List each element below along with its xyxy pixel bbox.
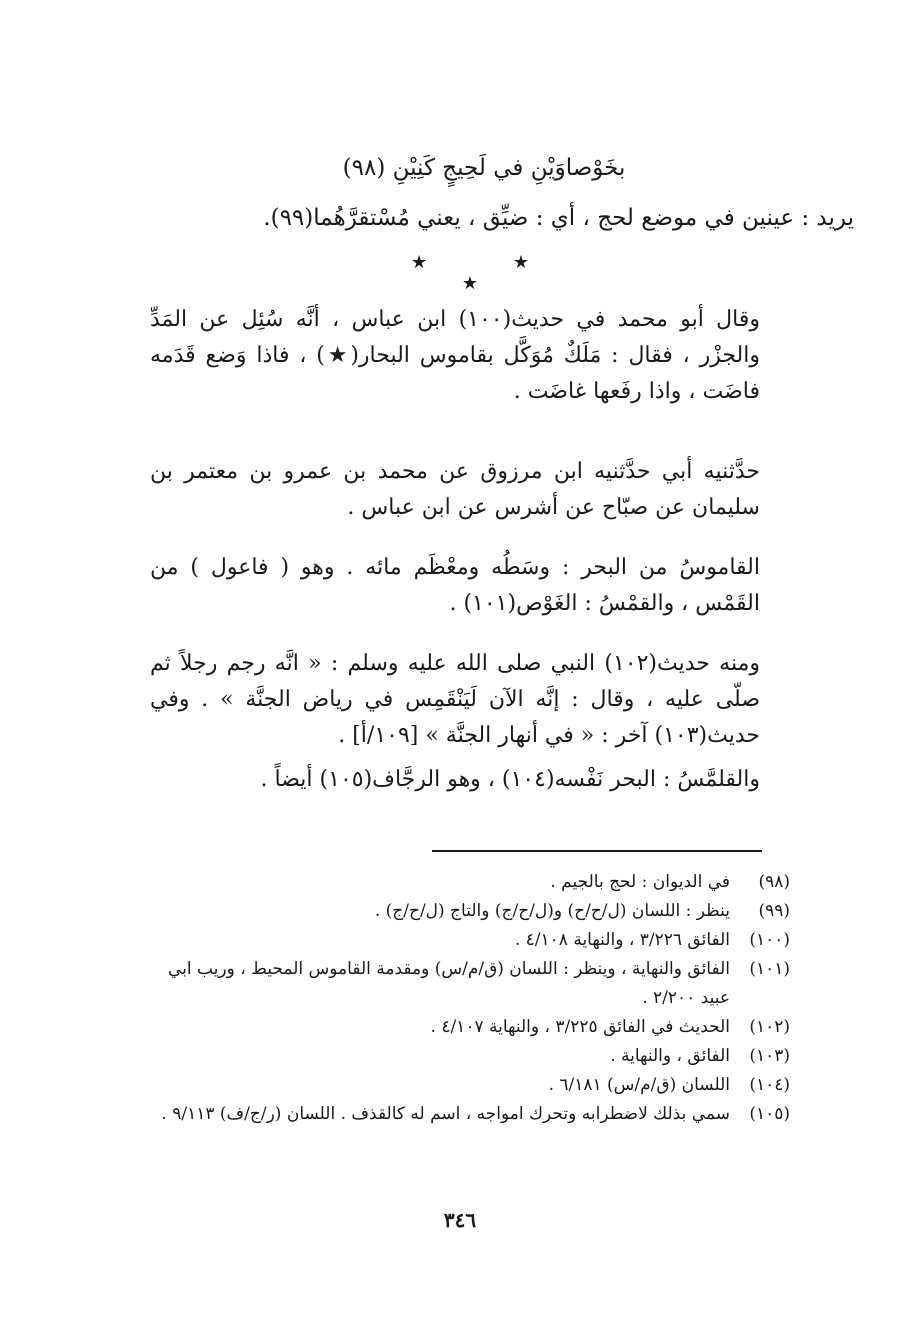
footnote-number: (١٠٤) (749, 1075, 790, 1095)
paragraph-4 (150, 646, 760, 754)
verse-line: بخَوْصاوَيْنِ في لَحِيجٍ كَنِيْنِ (٩٨) (342, 155, 626, 181)
footnote-number: (١٠٥) (749, 1104, 790, 1124)
footnote-text: الحديث في الفائق ٣/٢٢٥ ، والنهاية ٤/١٠٧ . (430, 1017, 730, 1037)
footnote-text: الفائق ، والنهاية . (610, 1046, 730, 1066)
paragraph-1 (150, 302, 760, 410)
footnotes-list (150, 868, 790, 1129)
page-number: ٣٤٦ (443, 1208, 477, 1232)
paragraph-text: القاموسُ من البحر : وسَطُه ومعْظَم مائه . وهو ( فاعول ) من القَمْس ، والقمْسُ : الغَوْص(١٠١) . (150, 555, 760, 616)
footnote-item (150, 1042, 790, 1071)
footnote-item (150, 897, 790, 926)
paragraph-3 (150, 550, 760, 622)
footnote-item (150, 868, 790, 897)
footnote-divider (432, 850, 762, 852)
footnote-item (150, 1071, 790, 1100)
footnote-text: الفائق والنهاية ، وينظر : اللسان (ق/م/س) ومقدمة القاموس المحيط ، وريب ابي عبيد ٢/٢٠٠ . (167, 959, 730, 1008)
footnote-text: ينظر : اللسان (ل/ح/ح) و(ل/ح/ج) والتاج (ل/ح/ج) . (374, 901, 730, 921)
footnote-text: في الديوان : لحج بالجيم . (550, 872, 730, 892)
footnote-item (150, 1013, 790, 1042)
footnote-text: الفائق ٣/٢٢٦ ، والنهاية ٤/١٠٨ . (514, 930, 730, 950)
paragraph-text: وقال أبو محمد في حديث(١٠٠) ابن عباس ، أنَّه سُئِل عن المَدِّ والجزْر ، فقال : مَلَكٌ مُوَكَّل بقاموس البحار(★) ، فاذا وَضع قَدَمه فاضَت ، واذا رفَعها غاضَت . (150, 307, 760, 404)
footnote-number: (٩٩) (758, 901, 790, 921)
paragraph-2 (150, 454, 760, 526)
footnote-text: سمي بذلك لاضطرابه وتحرك امواجه ، اسم له كالقذف . اللسان (ر/ج/ف) ٩/١١٣ . (161, 1104, 730, 1124)
footnote-text: اللسان (ق/م/س) ٦/١٨١ . (548, 1075, 730, 1095)
verse-explanation: يريد : عينين في موضع لحج ، أي : ضيِّق ، يعني مُسْتقرَّهُما(٩٩). (263, 205, 854, 231)
footnote-item (150, 1100, 790, 1129)
paragraph-text: حدَّثنيه أبي حدَّثنيه ابن مرزوق عن محمد بن عمرو بن معتمر بن سليمان عن صبّاح عن أشرس عن ابن عباس . (150, 459, 760, 520)
verse-block (254, 150, 854, 236)
paragraph-text: ومنه حديث(١٠٢) النبي صلى الله عليه وسلم : « انَّه رجم رجلاً ثم صلّى عليه ، وقال : إنَّه الآن لَيَنْقَمِس في رياض الجنَّة » . وفي حديث(١٠٣) آخر : « في أنهار الجنَّة » [١٠٩/أ] . (150, 651, 760, 748)
paragraph-text: والقلمَّسُ : البحر نَفْسه(١٠٤) ، وهو الرجَّاف(١٠٥) أيضاً . (260, 767, 760, 792)
footnote-item (150, 955, 790, 1013)
footnote-number: (١٠١) (749, 959, 790, 979)
footnote-item (150, 926, 790, 955)
footnote-number: (١٠٢) (749, 1017, 790, 1037)
paragraph-5 (150, 762, 760, 798)
footnote-number: (١٠٠) (749, 930, 790, 950)
footnote-number: (٩٨) (758, 872, 790, 892)
section-separator: ★ ★ ★ (411, 252, 569, 294)
footnote-number: (١٠٣) (749, 1046, 790, 1066)
